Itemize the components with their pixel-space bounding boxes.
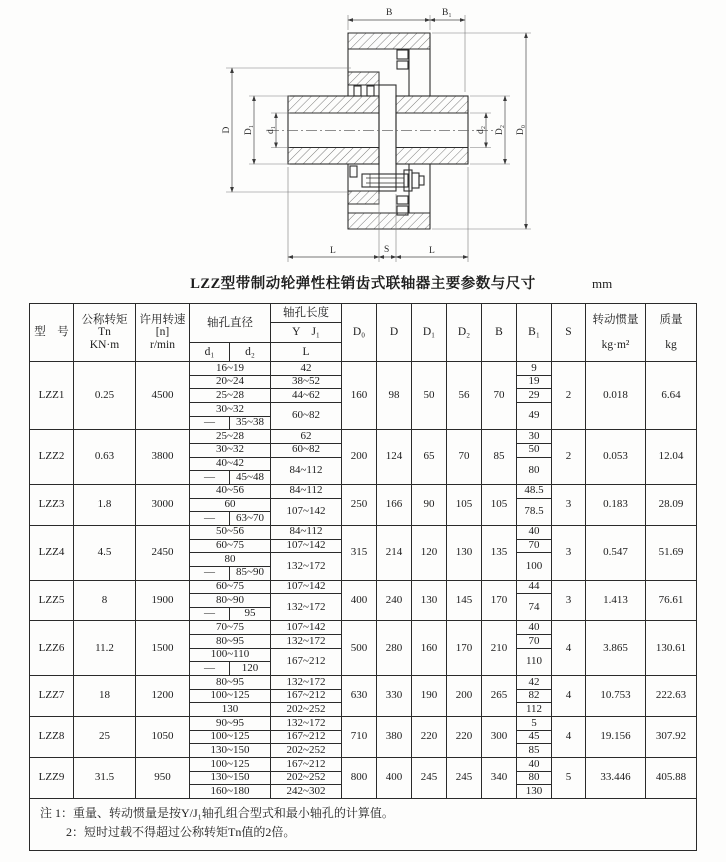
page-title: LZZ型带制动轮弹性柱销齿式联轴器主要参数与尺寸: [190, 276, 536, 292]
table-cell: 85: [482, 430, 517, 485]
table-cell: 80: [517, 771, 552, 785]
brake-drum-bottom-band: [348, 213, 430, 229]
dim-label-L-left: L: [330, 246, 336, 256]
table-cell: 4: [552, 621, 586, 676]
table-cell: 130: [190, 703, 271, 717]
table-cell: 220: [412, 717, 447, 758]
table-cell: 40~42: [190, 457, 271, 471]
table-cell: 4: [552, 676, 586, 717]
table-cell: 245: [447, 758, 482, 799]
table-cell: 124: [377, 430, 412, 485]
table-cell: 130: [517, 785, 552, 799]
table-cell: 98: [377, 362, 412, 430]
table-cell: 2: [552, 430, 586, 485]
table-cell: 70: [517, 539, 552, 553]
table-cell: 112: [517, 703, 552, 717]
table-cell: 110: [517, 648, 552, 675]
table-cell: 84~112: [271, 457, 342, 484]
table-cell: 4.5: [74, 525, 136, 580]
table-cell: 60~75: [190, 580, 271, 594]
table-cell: 100~125: [190, 758, 271, 772]
table-cell: 70: [447, 430, 482, 485]
table-cell: 40: [517, 621, 552, 635]
table-cell: 107~142: [271, 580, 342, 594]
table-cell: 44~62: [271, 389, 342, 403]
elastic-pin-bolt: [350, 166, 424, 191]
table-cell: 56: [447, 362, 482, 430]
dim-label-L-right: L: [429, 246, 435, 256]
table-cell: 120: [230, 662, 271, 676]
pin-disc: [379, 85, 396, 191]
dim-label-D2: D₂: [495, 124, 505, 136]
table-cell: 90: [412, 484, 447, 525]
table-cell: 145: [447, 580, 482, 621]
table-cell: 130~150: [190, 744, 271, 758]
table-cell: 25~28: [190, 389, 271, 403]
table-cell: 130: [447, 525, 482, 580]
table-cell: 170: [482, 580, 517, 621]
dim-label-D0: D₀: [516, 124, 526, 136]
table-cell: 82: [517, 689, 552, 703]
table-cell: 84~112: [271, 484, 342, 498]
table-cell: 245: [412, 758, 447, 799]
table-cell: 70: [482, 362, 517, 430]
dim-label-d1: d₁: [266, 125, 276, 135]
table-cell: 5: [517, 717, 552, 731]
table-cell: —: [190, 471, 230, 485]
table-cell: 25~28: [190, 430, 271, 444]
table-cell: 85~90: [230, 566, 271, 580]
table-cell: 340: [482, 758, 517, 799]
table-cell: 120: [412, 525, 447, 580]
table-cell: 3: [552, 580, 586, 621]
table-cell: 30~32: [190, 402, 271, 416]
table-cell: 31.5: [74, 758, 136, 799]
coupling-section-drawing: [0, 0, 560, 268]
table-cell: 214: [377, 525, 412, 580]
table-cell: 210: [482, 621, 517, 676]
table-cell: LZZ7: [30, 676, 74, 717]
table-cell: 3000: [136, 484, 190, 525]
table-cell: 质量 kg: [646, 304, 697, 362]
table-cell: 166: [377, 484, 412, 525]
table-cell: 400: [342, 580, 377, 621]
dim-label-d2: d₂: [476, 125, 486, 135]
table-cell: 107~142: [271, 498, 342, 525]
right-hub: [396, 96, 468, 164]
spec-table-body: [30, 362, 697, 799]
table-cell: 242~302: [271, 785, 342, 799]
table-cell: 1900: [136, 580, 190, 621]
table-cell: 29: [517, 389, 552, 403]
table-cell: 170: [447, 621, 482, 676]
table-cell: 380: [377, 717, 412, 758]
title-row: [0, 272, 726, 293]
table-cell: 240: [377, 580, 412, 621]
table-cell: LZZ5: [30, 580, 74, 621]
table-cell: 转动惯量 kg·m²: [586, 304, 646, 362]
table-cell: 型 号: [30, 304, 74, 362]
table-cell: LZZ6: [30, 621, 74, 676]
table-cell: 1200: [136, 676, 190, 717]
table-cell: 63~70: [230, 512, 271, 526]
table-cell: 100~125: [190, 689, 271, 703]
table-cell: 轴孔长度: [271, 304, 342, 323]
table-cell: D: [377, 304, 412, 362]
spec-table: [29, 303, 697, 799]
table-row: [30, 621, 697, 635]
table-cell: 1.8: [74, 484, 136, 525]
table-cell: 30: [517, 430, 552, 444]
table-cell: 800: [342, 758, 377, 799]
table-cell: 35~38: [230, 416, 271, 430]
table-cell: 1050: [136, 717, 190, 758]
table-cell: 630: [342, 676, 377, 717]
table-cell: B₁: [517, 304, 552, 362]
spec-table-container: [29, 303, 697, 851]
table-row: [30, 362, 697, 376]
table-cell: 25: [74, 717, 136, 758]
table-cell: —: [190, 662, 230, 676]
table-cell: 85: [517, 744, 552, 758]
table-cell: 250: [342, 484, 377, 525]
table-cell: 40~56: [190, 484, 271, 498]
table-cell: 16~19: [190, 362, 271, 376]
table-cell: 200: [342, 430, 377, 485]
table-row: [30, 580, 697, 594]
table-cell: S: [552, 304, 586, 362]
left-hub: [288, 86, 379, 164]
table-cell: 132~172: [271, 717, 342, 731]
table-cell: 80: [190, 553, 271, 567]
dim-label-D1: D₁: [244, 124, 254, 136]
table-cell: 135: [482, 525, 517, 580]
table-cell: 4500: [136, 362, 190, 430]
table-row: [30, 758, 697, 772]
table-cell: 3: [552, 525, 586, 580]
table-cell: 许用转速 [n] r/min: [136, 304, 190, 362]
table-cell: 60~82: [271, 443, 342, 457]
table-cell: 45: [517, 730, 552, 744]
table-cell: 1500: [136, 621, 190, 676]
table-cell: 12.04: [646, 430, 697, 485]
table-cell: 45~48: [230, 471, 271, 485]
table-cell: 70: [517, 635, 552, 649]
table-cell: 80~90: [190, 594, 271, 608]
table-cell: 950: [136, 758, 190, 799]
table-cell: Y J₁: [271, 323, 342, 343]
table-cell: LZZ9: [30, 758, 74, 799]
table-cell: 19.156: [586, 717, 646, 758]
table-cell: 100~125: [190, 730, 271, 744]
table-cell: 167~212: [271, 689, 342, 703]
table-cell: 105: [482, 484, 517, 525]
table-cell: 222.63: [646, 676, 697, 717]
table-cell: 160: [342, 362, 377, 430]
table-cell: LZZ1: [30, 362, 74, 430]
table-cell: D₂: [447, 304, 482, 362]
table-cell: 74: [517, 594, 552, 621]
table-cell: 10.753: [586, 676, 646, 717]
table-cell: 80~95: [190, 635, 271, 649]
table-cell: 33.446: [586, 758, 646, 799]
table-cell: 90~95: [190, 717, 271, 731]
table-cell: 202~252: [271, 744, 342, 758]
table-cell: 0.018: [586, 362, 646, 430]
table-cell: 42: [271, 362, 342, 376]
table-cell: D₀: [342, 304, 377, 362]
table-cell: 6.64: [646, 362, 697, 430]
table-cell: —: [190, 566, 230, 580]
table-row: [30, 525, 697, 539]
table-cell: 167~212: [271, 758, 342, 772]
table-cell: 19: [517, 375, 552, 389]
table-row: [30, 676, 697, 690]
table-cell: 42: [517, 676, 552, 690]
table-cell: 300: [482, 717, 517, 758]
table-cell: 265: [482, 676, 517, 717]
table-cell: d₂: [230, 343, 271, 362]
table-cell: 20~24: [190, 375, 271, 389]
dim-label-D: D: [222, 126, 232, 134]
table-row: [30, 717, 697, 731]
table-cell: 3.865: [586, 621, 646, 676]
table-cell: 44: [517, 580, 552, 594]
table-cell: 40: [517, 758, 552, 772]
table-cell: 130.61: [646, 621, 697, 676]
note-line-1: 注 1：重量、转动惯量是按Y/J₁轴孔组合型式和最小轴孔的计算值。: [40, 806, 394, 820]
table-notes: [29, 799, 697, 851]
dim-label-B1: B₁: [442, 8, 452, 18]
table-cell: 60~75: [190, 539, 271, 553]
table-cell: LZZ2: [30, 430, 74, 485]
note-line-2: 2：短时过载不得超过公称转矩Tn值的2倍。: [66, 824, 296, 839]
table-cell: 710: [342, 717, 377, 758]
table-cell: 100~110: [190, 648, 271, 662]
table-cell: 132~172: [271, 594, 342, 621]
table-cell: 0.547: [586, 525, 646, 580]
table-cell: 0.63: [74, 430, 136, 485]
table-cell: 160~180: [190, 785, 271, 799]
table-cell: 40: [517, 525, 552, 539]
table-cell: 2450: [136, 525, 190, 580]
table-cell: 3: [552, 484, 586, 525]
table-cell: 76.61: [646, 580, 697, 621]
table-cell: 160: [412, 621, 447, 676]
table-cell: —: [190, 416, 230, 430]
table-cell: 132~172: [271, 676, 342, 690]
table-cell: 62: [271, 430, 342, 444]
table-cell: 280: [377, 621, 412, 676]
table-cell: 8: [74, 580, 136, 621]
table-cell: 30~32: [190, 443, 271, 457]
table-cell: L: [271, 343, 342, 362]
table-cell: 400: [377, 758, 412, 799]
table-cell: 100: [517, 553, 552, 580]
table-cell: 107~142: [271, 539, 342, 553]
table-cell: 167~212: [271, 648, 342, 675]
table-row: [30, 430, 697, 444]
unit-label: mm: [592, 276, 613, 291]
table-cell: 70~75: [190, 621, 271, 635]
table-cell: —: [190, 607, 230, 621]
table-cell: 132~172: [271, 635, 342, 649]
table-cell: 202~252: [271, 703, 342, 717]
table-cell: 50: [517, 443, 552, 457]
table-cell: 0.183: [586, 484, 646, 525]
table-cell: 132~172: [271, 553, 342, 580]
table-cell: 50: [412, 362, 447, 430]
table-cell: 轴孔直径: [190, 304, 271, 343]
table-cell: 330: [377, 676, 412, 717]
table-cell: LZZ8: [30, 717, 74, 758]
table-cell: 2: [552, 362, 586, 430]
table-cell: 0.053: [586, 430, 646, 485]
table-cell: 307.92: [646, 717, 697, 758]
table-cell: 48.5: [517, 484, 552, 498]
table-cell: 84~112: [271, 525, 342, 539]
spec-table-header: [30, 304, 697, 362]
table-cell: 9: [517, 362, 552, 376]
brake-drum-top-band: [348, 33, 430, 49]
table-cell: LZZ4: [30, 525, 74, 580]
table-cell: 130~150: [190, 771, 271, 785]
table-cell: 3800: [136, 430, 190, 485]
dim-label-S: S: [384, 245, 390, 255]
table-cell: 315: [342, 525, 377, 580]
table-cell: 500: [342, 621, 377, 676]
table-cell: 11.2: [74, 621, 136, 676]
table-cell: 78.5: [517, 498, 552, 525]
table-cell: 38~52: [271, 375, 342, 389]
table-cell: —: [190, 512, 230, 526]
dim-label-B: B: [386, 8, 393, 18]
table-cell: 50~56: [190, 525, 271, 539]
table-cell: 80: [517, 457, 552, 484]
table-cell: 1.413: [586, 580, 646, 621]
table-cell: 公称转矩 Tn KN·m: [74, 304, 136, 362]
table-cell: 5: [552, 758, 586, 799]
table-row: [30, 304, 697, 323]
table-cell: d₁: [190, 343, 230, 362]
table-cell: B: [482, 304, 517, 362]
table-cell: 60: [190, 498, 271, 512]
table-cell: 105: [447, 484, 482, 525]
table-cell: 95: [230, 607, 271, 621]
table-cell: 49: [517, 402, 552, 429]
table-cell: 28.09: [646, 484, 697, 525]
table-cell: 65: [412, 430, 447, 485]
table-cell: 0.25: [74, 362, 136, 430]
table-cell: 107~142: [271, 621, 342, 635]
table-cell: 405.88: [646, 758, 697, 799]
table-cell: 167~212: [271, 730, 342, 744]
table-cell: 18: [74, 676, 136, 717]
table-cell: 60~82: [271, 402, 342, 429]
table-cell: D₁: [412, 304, 447, 362]
table-cell: 190: [412, 676, 447, 717]
table-cell: 200: [447, 676, 482, 717]
table-cell: LZZ3: [30, 484, 74, 525]
table-cell: 4: [552, 717, 586, 758]
table-row: [30, 484, 697, 498]
table-cell: 220: [447, 717, 482, 758]
table-cell: 51.69: [646, 525, 697, 580]
table-cell: 202~252: [271, 771, 342, 785]
table-cell: 80~95: [190, 676, 271, 690]
table-cell: 130: [412, 580, 447, 621]
